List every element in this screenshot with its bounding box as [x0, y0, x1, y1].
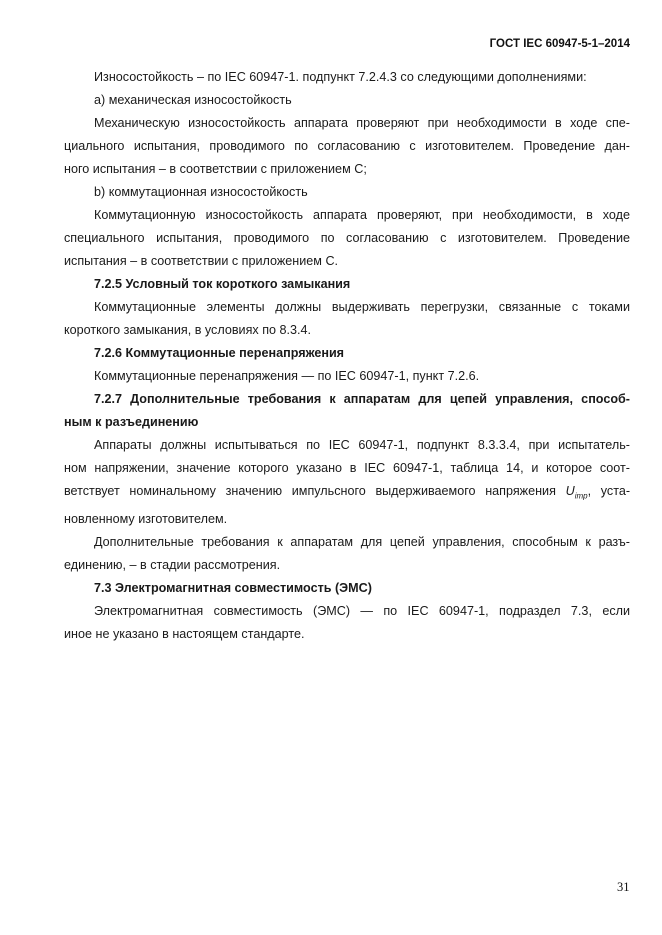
paragraph: [64, 365, 630, 388]
paragraph: [64, 600, 630, 646]
text-line: ного испытания – в соответствии с приложением С;: [64, 162, 367, 176]
section-heading-7-3: [64, 577, 630, 600]
text-line: Аппараты должны испытываться по IEC 60947-1, подпункт 8.3.3.4, при испытатель-: [94, 438, 630, 452]
text-line: b) коммутационная износостойкость: [94, 185, 308, 199]
text-fragment: , уста-: [587, 484, 631, 498]
section-heading-7-2-7: [64, 388, 630, 434]
text-line: Электромагнитная совместимость (ЭМС) — по IEC 60947-1, подраздел 7.3, если: [94, 603, 630, 618]
paragraph: [64, 531, 630, 577]
text-line: ном напряжении, значение которого указано в IEC 60947-1, таблица 14, и которое соот-: [64, 461, 630, 475]
text-line: а) механическая износостойкость: [94, 93, 292, 107]
text-line: иное не указано в настоящем стандарте.: [64, 626, 305, 641]
section-heading-7-2-6: [64, 342, 630, 365]
heading-text: ным к разъединению: [64, 415, 199, 429]
text-line: Коммутационную износостойкость аппарата проверяют, при необходимости, в ходе: [94, 208, 630, 222]
paragraph: [64, 112, 630, 181]
text-line: короткого замыкания, в условиях по 8.3.4.: [64, 323, 312, 337]
page-number: 31: [617, 880, 630, 894]
heading-text: 7.2.7 Дополнительные требования к аппаратам для цепей управления, способ-: [94, 392, 630, 406]
text-line: Коммутационные перенапряжения — по IEC 60947-1, пункт 7.2.6.: [94, 369, 480, 383]
paragraph: [64, 296, 630, 342]
paragraph: [64, 204, 630, 273]
heading-text: 7.2.6 Коммутационные перенапряжения: [94, 346, 345, 360]
standard-header: ГОСТ IEC 60947-5-1–2014: [489, 38, 630, 50]
paragraph: [64, 434, 630, 531]
document-body: [64, 66, 630, 646]
text-line: новленному изготовителем.: [64, 511, 228, 526]
heading-text: 7.2.5 Условный ток короткого замыкания: [94, 277, 351, 291]
text-line: единению, – в стадии рассмотрения.: [64, 557, 281, 572]
paragraph: [64, 66, 630, 89]
text-line: Износостойкость – по IEC 60947-1. подпункт 7.2.4.3 со следующими дополнениями:: [94, 70, 587, 84]
text-line: испытания – в соответствии с приложением С.: [64, 254, 339, 268]
list-item-a: [64, 89, 630, 112]
text-line: Дополнительные требования к аппаратам для цепей управления, способным к разъ-: [94, 534, 630, 549]
heading-text: 7.3 Электромагнитная совместимость (ЭМС): [94, 580, 372, 595]
text-line-with-symbol: [64, 480, 630, 508]
text-line: Коммутационные элементы должны выдерживать перегрузки, связанные с токами: [94, 300, 630, 314]
impulse-voltage-symbol: $U_{imp}$: [565, 484, 588, 501]
text-line: Механическую износостойкость аппарата проверяют при необходимости в ходе спе-: [94, 116, 630, 130]
text-line: специального испытания, проводимого по согласованию с изготовителем. Проведение: [64, 231, 630, 245]
list-item-b: [64, 181, 630, 204]
section-heading-7-2-5: [64, 273, 630, 296]
text-line: циального испытания, проводимого по согласованию с изготовителем. Проведение дан-: [64, 139, 630, 153]
text-fragment: ветствует номинальному значению импульсного выдерживаемого напряжения: [64, 484, 556, 498]
